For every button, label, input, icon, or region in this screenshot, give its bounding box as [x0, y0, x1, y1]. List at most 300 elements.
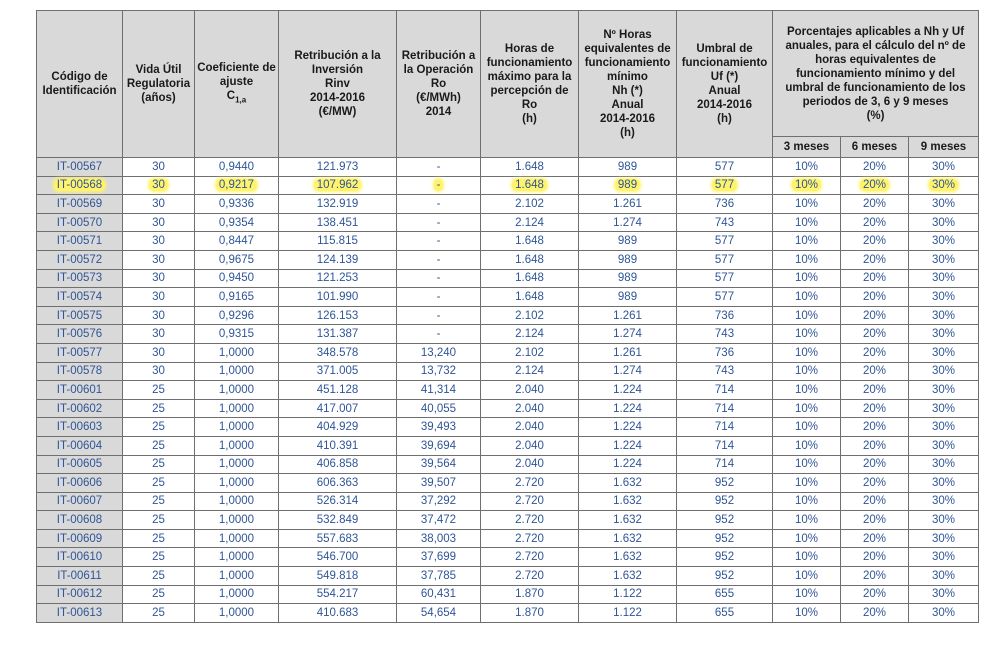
cell-text: 10% — [792, 179, 821, 191]
table-row — [37, 325, 979, 344]
cell-3-months — [773, 399, 841, 418]
cell-text: 1.122 — [613, 588, 642, 601]
cell-text: 30 — [152, 309, 165, 322]
cell-6-months — [841, 306, 909, 325]
cell-text: 10% — [794, 495, 819, 508]
cell-text: 39,507 — [420, 476, 457, 489]
cell-text: 30% — [931, 197, 956, 210]
cell-text: IT-00608 — [56, 514, 103, 527]
cell-text: 20% — [862, 588, 887, 601]
cell-text: 2.720 — [515, 495, 544, 508]
cell-text: 0,9440 — [218, 160, 255, 173]
cell-coefficient — [195, 585, 279, 604]
cell-uf — [677, 529, 773, 548]
cell-text: 20% — [862, 495, 887, 508]
cell-9-months — [909, 511, 979, 530]
cell-uf — [677, 325, 773, 344]
cell-ro — [397, 585, 481, 604]
cell-6-months — [841, 418, 909, 437]
cell-text: IT-00578 — [56, 365, 103, 378]
cell-text: 0,9217 — [216, 179, 257, 191]
cell-text: 952 — [714, 514, 735, 527]
cell-text: 1,0000 — [218, 346, 255, 359]
cell-text: 0,9336 — [218, 197, 255, 210]
cell-text: 25 — [152, 458, 165, 471]
cell-life — [123, 492, 195, 511]
cell-nh — [579, 362, 677, 381]
header-max-hours — [481, 11, 579, 158]
cell-text: 989 — [617, 253, 638, 266]
cell-code — [37, 362, 123, 381]
cell-9-months — [909, 492, 979, 511]
header-line: 2014-2016 — [600, 113, 655, 125]
cell-text: 25 — [152, 495, 165, 508]
cell-max-hours — [481, 269, 579, 288]
cell-text: 348.578 — [316, 346, 359, 359]
table-row — [37, 288, 979, 307]
cell-text: 577 — [714, 253, 735, 266]
cell-code — [37, 567, 123, 586]
cell-text: 107.962 — [314, 179, 362, 191]
cell-text: 10% — [794, 532, 819, 545]
cell-text: 1,0000 — [218, 588, 255, 601]
cell-max-hours — [481, 250, 579, 269]
cell-max-hours — [481, 195, 579, 214]
table-row — [37, 418, 979, 437]
cell-9-months — [909, 474, 979, 493]
cell-uf — [677, 399, 773, 418]
cell-3-months — [773, 158, 841, 177]
cell-text: 952 — [714, 532, 735, 545]
cell-rinv — [279, 269, 397, 288]
table-row — [37, 399, 979, 418]
cell-life — [123, 436, 195, 455]
header-6-months: 6 meses — [841, 137, 909, 158]
cell-text: 30 — [152, 272, 165, 285]
cell-ro — [397, 362, 481, 381]
cell-coefficient — [195, 418, 279, 437]
cell-6-months — [841, 213, 909, 232]
cell-text: 1.632 — [613, 532, 642, 545]
table-row — [37, 474, 979, 493]
cell-text: 2.102 — [515, 197, 544, 210]
header-regulatory-life: Vida Útil Regulatoria (años) — [123, 11, 195, 158]
header-line: (h) — [620, 127, 635, 139]
cell-text: 406.858 — [316, 458, 359, 471]
table-row — [37, 455, 979, 474]
cell-text: 25 — [152, 569, 165, 582]
header-line: Porcentajes aplicables a Nh y Uf — [786, 25, 965, 38]
cell-text: 54,654 — [420, 607, 457, 620]
cell-nh — [579, 325, 677, 344]
cell-nh — [579, 511, 677, 530]
cell-text: 30% — [931, 421, 956, 434]
cell-6-months — [841, 195, 909, 214]
cell-nh — [579, 436, 677, 455]
cell-text: 25 — [152, 514, 165, 527]
cell-code — [37, 213, 123, 232]
cell-nh — [579, 399, 677, 418]
cell-life — [123, 343, 195, 362]
cell-nh — [579, 158, 677, 177]
header-line: Uf (*) — [710, 71, 739, 83]
cell-text: 743 — [714, 365, 735, 378]
cell-3-months — [773, 474, 841, 493]
cell-max-hours — [481, 343, 579, 362]
cell-text: 1.274 — [613, 365, 642, 378]
header-line: 2014-2016 — [697, 99, 752, 111]
cell-rinv — [279, 306, 397, 325]
cell-text: 743 — [714, 328, 735, 341]
header-line: la Operación — [403, 64, 474, 76]
cell-coefficient — [195, 548, 279, 567]
cell-text: 10% — [794, 514, 819, 527]
cell-9-months — [909, 362, 979, 381]
cell-code — [37, 604, 123, 623]
cell-text: 0,9675 — [218, 253, 255, 266]
cell-rinv — [279, 343, 397, 362]
header-line: funcionamiento — [584, 57, 671, 69]
cell-text: IT-00609 — [56, 532, 103, 545]
cell-nh — [579, 343, 677, 362]
header-line: Umbral de — [696, 43, 753, 55]
table-row — [37, 529, 979, 548]
cell-max-hours — [481, 232, 579, 251]
cell-text: 2.720 — [515, 569, 544, 582]
cell-nh — [579, 585, 677, 604]
cell-text: 1.261 — [613, 346, 642, 359]
cell-text: 2.124 — [515, 216, 544, 229]
cell-text: 1.870 — [515, 607, 544, 620]
cell-text: 20% — [862, 365, 887, 378]
cell-max-hours — [481, 418, 579, 437]
cell-code — [37, 436, 123, 455]
cell-max-hours — [481, 511, 579, 530]
cell-coefficient — [195, 158, 279, 177]
cell-text: 10% — [794, 216, 819, 229]
cell-uf — [677, 548, 773, 567]
cell-9-months — [909, 325, 979, 344]
cell-nh — [579, 195, 677, 214]
cell-text: 30% — [931, 495, 956, 508]
cell-text: 1.648 — [515, 160, 544, 173]
header-line: periodos de 3, 6 y 9 meses — [802, 95, 949, 108]
cell-text: - — [436, 272, 441, 285]
cell-3-months — [773, 529, 841, 548]
cell-code — [37, 455, 123, 474]
cell-text: 25 — [152, 476, 165, 489]
cell-coefficient — [195, 567, 279, 586]
cell-text: 2.040 — [515, 421, 544, 434]
cell-text: 1.274 — [613, 328, 642, 341]
cell-rinv — [279, 567, 397, 586]
cell-3-months — [773, 213, 841, 232]
cell-code — [37, 511, 123, 530]
cell-text: 0,9296 — [218, 309, 255, 322]
cell-text: - — [436, 309, 441, 322]
cell-nh — [579, 213, 677, 232]
cell-life — [123, 176, 195, 195]
cell-max-hours — [481, 492, 579, 511]
header-line: Inversión — [311, 64, 364, 76]
cell-ro — [397, 250, 481, 269]
cell-ro — [397, 325, 481, 344]
cell-text: 1.632 — [613, 514, 642, 527]
cell-text: - — [436, 197, 441, 210]
cell-code — [37, 418, 123, 437]
cell-text: 1,0000 — [218, 514, 255, 527]
cell-nh — [579, 232, 677, 251]
cell-text: 1.224 — [613, 458, 642, 471]
cell-text: 30 — [152, 160, 165, 173]
cell-3-months — [773, 604, 841, 623]
cell-max-hours — [481, 213, 579, 232]
cell-ro — [397, 436, 481, 455]
cell-text: 410.683 — [316, 607, 359, 620]
header-line: Horas de — [504, 43, 555, 55]
cell-text: 989 — [617, 235, 638, 248]
cell-ro — [397, 567, 481, 586]
cell-text: 1,0000 — [218, 439, 255, 452]
cell-6-months — [841, 492, 909, 511]
cell-text: IT-00571 — [56, 235, 103, 248]
cell-text: 20% — [862, 421, 887, 434]
cell-uf — [677, 604, 773, 623]
cell-text: 20% — [862, 569, 887, 582]
cell-text: 30% — [931, 588, 956, 601]
cell-coefficient — [195, 325, 279, 344]
header-line: (%) — [866, 109, 885, 122]
cell-text: 20% — [862, 476, 887, 489]
cell-6-months — [841, 343, 909, 362]
cell-nh — [579, 529, 677, 548]
cell-code — [37, 250, 123, 269]
cell-uf — [677, 362, 773, 381]
cell-text: 1,0000 — [218, 532, 255, 545]
cell-coefficient — [195, 250, 279, 269]
cell-text: 371.005 — [316, 365, 359, 378]
cell-text: - — [436, 290, 441, 303]
cell-ro — [397, 604, 481, 623]
cell-text: 989 — [615, 179, 640, 191]
cell-life — [123, 269, 195, 288]
cell-text: 30% — [929, 179, 958, 191]
cell-text: 714 — [714, 383, 735, 396]
cell-text: 714 — [714, 458, 735, 471]
cell-text: 131.387 — [316, 328, 359, 341]
cell-text: 1,0000 — [218, 402, 255, 415]
cell-text: 25 — [152, 551, 165, 564]
cell-text: 404.929 — [316, 421, 359, 434]
cell-coefficient — [195, 455, 279, 474]
cell-3-months — [773, 176, 841, 195]
cell-text: 13,732 — [420, 365, 457, 378]
cell-text: 30% — [931, 439, 956, 452]
cell-9-months — [909, 529, 979, 548]
cell-rinv — [279, 158, 397, 177]
cell-text: 1.648 — [515, 235, 544, 248]
cell-text: 557.683 — [316, 532, 359, 545]
cell-rinv — [279, 381, 397, 400]
cell-text: 606.363 — [316, 476, 359, 489]
cell-rinv — [279, 455, 397, 474]
cell-uf — [677, 232, 773, 251]
cell-text: 526.314 — [316, 495, 359, 508]
cell-ro — [397, 158, 481, 177]
cell-text: 20% — [862, 439, 887, 452]
cell-text: 1,0000 — [218, 551, 255, 564]
cell-code — [37, 158, 123, 177]
cell-text: 20% — [862, 514, 887, 527]
cell-text: IT-00573 — [56, 272, 103, 285]
cell-text: 30% — [931, 532, 956, 545]
cell-uf — [677, 213, 773, 232]
cell-text: 30% — [931, 309, 956, 322]
cell-rinv — [279, 436, 397, 455]
cell-3-months — [773, 269, 841, 288]
table-body — [37, 158, 979, 623]
cell-nh — [579, 455, 677, 474]
cell-text: 30 — [152, 346, 165, 359]
header-line: (h) — [522, 113, 537, 125]
cell-text: 30% — [931, 569, 956, 582]
cell-uf — [677, 288, 773, 307]
cell-3-months — [773, 567, 841, 586]
cell-text: 20% — [862, 607, 887, 620]
table-row — [37, 213, 979, 232]
cell-rinv — [279, 511, 397, 530]
cell-text: 60,431 — [420, 588, 457, 601]
cell-text: IT-00569 — [56, 197, 103, 210]
cell-coefficient — [195, 381, 279, 400]
cell-uf — [677, 158, 773, 177]
cell-text: 10% — [794, 476, 819, 489]
cell-text: 10% — [794, 290, 819, 303]
cell-6-months — [841, 436, 909, 455]
cell-text: IT-00602 — [56, 402, 103, 415]
cell-text: 1.648 — [512, 179, 547, 191]
cell-life — [123, 567, 195, 586]
cell-coefficient — [195, 306, 279, 325]
cell-text: 25 — [152, 607, 165, 620]
cell-text: 25 — [152, 421, 165, 434]
cell-text: 20% — [862, 197, 887, 210]
cell-text: 38,003 — [420, 532, 457, 545]
cell-text: IT-00570 — [56, 216, 103, 229]
cell-rinv — [279, 232, 397, 251]
cell-rinv — [279, 399, 397, 418]
cell-rinv — [279, 529, 397, 548]
cell-text: 10% — [794, 253, 819, 266]
header-line: funcionamiento mínimo y del — [795, 67, 956, 80]
cell-nh — [579, 269, 677, 288]
cell-max-hours — [481, 455, 579, 474]
cell-text: 1.632 — [613, 551, 642, 564]
cell-ro — [397, 232, 481, 251]
cell-text: 126.153 — [316, 309, 359, 322]
cell-life — [123, 195, 195, 214]
cell-text: 30% — [931, 235, 956, 248]
cell-coefficient — [195, 362, 279, 381]
cell-code — [37, 306, 123, 325]
cell-code — [37, 269, 123, 288]
cell-text: 30% — [931, 402, 956, 415]
cell-text: - — [436, 235, 441, 248]
cell-text: 2.720 — [515, 532, 544, 545]
table-row — [37, 269, 979, 288]
cell-9-months — [909, 418, 979, 437]
cell-code — [37, 399, 123, 418]
header-uf — [677, 11, 773, 158]
cell-text: 30 — [152, 216, 165, 229]
cell-text: 20% — [862, 328, 887, 341]
cell-life — [123, 362, 195, 381]
cell-nh — [579, 306, 677, 325]
cell-nh — [579, 548, 677, 567]
cell-text: 532.849 — [316, 514, 359, 527]
cell-text: 121.973 — [316, 160, 359, 173]
cell-text: 989 — [617, 160, 638, 173]
cell-9-months — [909, 213, 979, 232]
cell-text: 10% — [794, 402, 819, 415]
header-line: funcionamiento — [486, 57, 573, 69]
cell-uf — [677, 195, 773, 214]
cell-text: IT-00575 — [56, 309, 103, 322]
cell-text: 549.818 — [316, 569, 359, 582]
cell-nh — [579, 604, 677, 623]
table-row — [37, 232, 979, 251]
cell-text: IT-00567 — [56, 160, 103, 173]
cell-text: 577 — [712, 179, 737, 191]
cell-6-months — [841, 250, 909, 269]
header-9-months: 9 meses — [909, 137, 979, 158]
cell-uf — [677, 511, 773, 530]
cell-max-hours — [481, 288, 579, 307]
header-ro — [397, 11, 481, 158]
cell-ro — [397, 176, 481, 195]
cell-life — [123, 604, 195, 623]
cell-text: 2.040 — [515, 402, 544, 415]
cell-text: 989 — [617, 272, 638, 285]
cell-max-hours — [481, 529, 579, 548]
header-line: mínimo — [607, 71, 648, 83]
cell-life — [123, 288, 195, 307]
cell-code — [37, 176, 123, 195]
cell-text: 1,0000 — [218, 607, 255, 620]
cell-text: 1.648 — [515, 290, 544, 303]
cell-text: 2.720 — [515, 476, 544, 489]
cell-6-months — [841, 325, 909, 344]
cell-text: 2.720 — [515, 514, 544, 527]
cell-6-months — [841, 269, 909, 288]
table-row — [37, 343, 979, 362]
cell-6-months — [841, 362, 909, 381]
header-line: (h) — [717, 113, 732, 125]
cell-9-months — [909, 455, 979, 474]
cell-rinv — [279, 325, 397, 344]
cell-9-months — [909, 604, 979, 623]
header-line: horas equivalentes de — [815, 53, 936, 66]
cell-9-months — [909, 548, 979, 567]
cell-text: 1,0000 — [218, 383, 255, 396]
cell-text: 952 — [714, 551, 735, 564]
cell-text: 714 — [714, 421, 735, 434]
cell-3-months — [773, 381, 841, 400]
cell-rinv — [279, 585, 397, 604]
cell-text: 25 — [152, 383, 165, 396]
cell-text: 1.648 — [515, 253, 544, 266]
cell-text: 30% — [931, 160, 956, 173]
